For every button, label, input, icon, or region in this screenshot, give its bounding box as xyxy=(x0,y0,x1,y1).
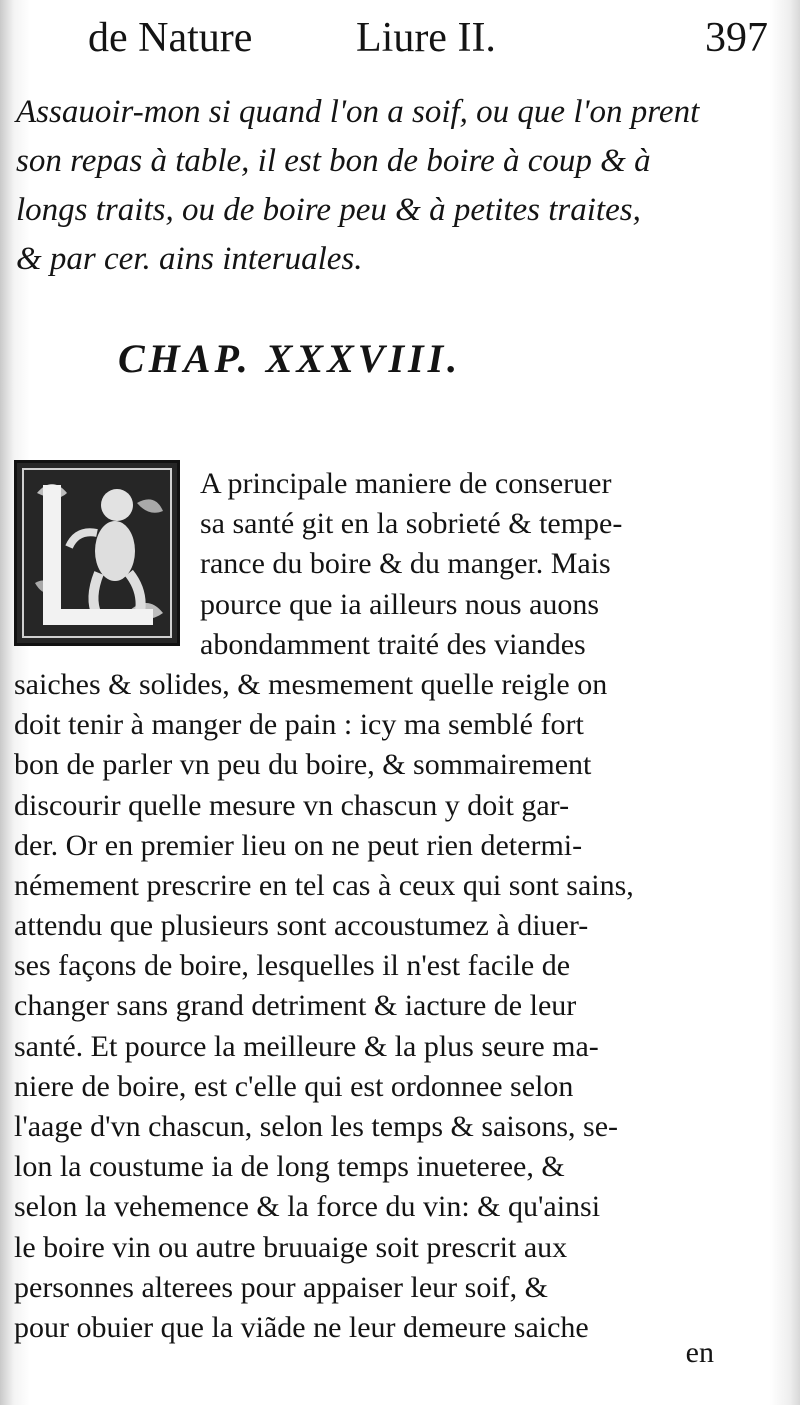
text-line: A principale maniere de conseruer xyxy=(200,467,612,500)
summary-line: longs traits, ou de boire peu & à petites traites, xyxy=(16,192,641,228)
chapter-summary xyxy=(16,88,736,284)
text-line: bon de parler vn peu du boire, & sommairement xyxy=(14,748,592,782)
text-line: sa santé git en la sobrieté & tempe- xyxy=(200,507,623,541)
text-line: pource que ia ailleurs nous auons xyxy=(200,587,600,621)
text-line: saiches & solides, & mesmement quelle reigle on xyxy=(14,667,608,701)
text-line: changer sans grand detriment & iacture de leur xyxy=(14,989,577,1023)
text-line: abondamment traité des viandes xyxy=(200,627,586,661)
text-line: attendu que plusieurs sont accoustumez à diuer- xyxy=(14,909,589,943)
text-line: pour obuier que la viãde ne leur demeure saiche xyxy=(14,1310,589,1344)
text-line: selon la vehemence & la force du vin: & qu'ainsi xyxy=(14,1190,601,1224)
text-line: personnes alterees pour appaiser leur soif, & xyxy=(14,1270,548,1304)
text-line: némement prescrire en tel cas à ceux qui sont sains, xyxy=(14,868,634,902)
text-line: der. Or en premier lieu on ne peut rien determi- xyxy=(14,828,583,862)
summary-line: Assauoir-mon si quand l'on a soif, ou que l'on prent xyxy=(16,94,700,130)
text-line: l'aage d'vn chascun, selon les temps & saisons, se- xyxy=(14,1110,619,1143)
summary-line: & par cer. ains interuales. xyxy=(16,241,363,277)
text-line: santé. Et pource la meilleure & la plus seure ma- xyxy=(14,1029,599,1063)
page-number: 397 xyxy=(705,15,768,61)
header-book: Liure II. xyxy=(356,15,496,61)
chapter-heading: CHAP. XXXVIII. xyxy=(118,336,462,381)
text-line: doit tenir à manger de pain : icy ma semblé fort xyxy=(14,708,584,742)
summary-line: son repas à table, il est bon de boire à coup & à xyxy=(16,143,651,179)
text-line: rance du boire & du manger. Mais xyxy=(200,547,611,581)
catchword: en xyxy=(685,1336,714,1369)
drop-cap-letter: L xyxy=(37,635,38,636)
body-text xyxy=(14,464,720,1348)
text-line: discourir quelle mesure vn chascun y doit gar- xyxy=(14,788,570,822)
text-line: niere de boire, est c'elle qui est ordonnee selon xyxy=(14,1069,574,1103)
text-line: lon la coustume ia de long temps inueteree, & xyxy=(14,1150,565,1184)
text-line: ses façons de boire, lesquelles il n'est facile de xyxy=(14,949,571,983)
text-line: le boire vin ou autre bruuaige soit prescrit aux xyxy=(14,1230,568,1264)
header-left: de Nature xyxy=(88,15,253,61)
running-header xyxy=(84,14,774,74)
